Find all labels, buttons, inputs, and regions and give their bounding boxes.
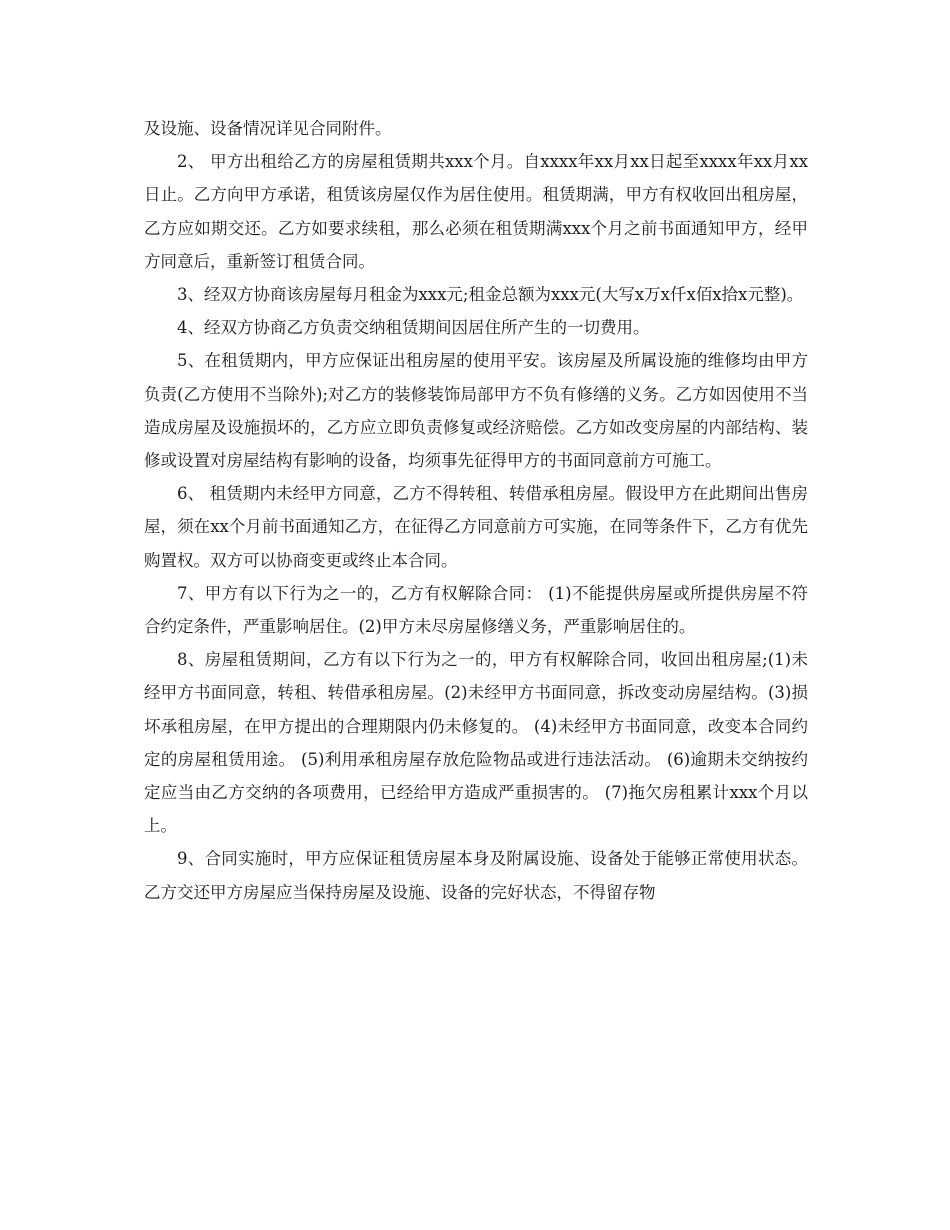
contract-body	[144, 112, 808, 909]
paragraph-clause-7: 7、甲方有以下行为之一的，乙方有权解除合同： (1)不能提供房屋或所提供房屋不符合约定条件，严重影响居住。(2)甲方未尽房屋修缮义务，严重影响居住的。	[144, 583, 808, 637]
paragraph-clause-8: 8、房屋租赁期间，乙方有以下行为之一的，甲方有权解除合同，收回出租房屋;(1)未经甲方书面同意，转租、转借承租房屋。(2)未经甲方书面同意，拆改变动房屋结构。(3)损坏承租房屋，在甲方提出的合理期限内仍未修复的。 (4)未经甲方书面同意，改变本合同约定的房屋租赁用途。 (5)利用承租房屋存放危险物品或进行违法活动。 (6)逾期未交纳按约定应当由乙方交纳的各项费用，已经给甲方造成严重损害的。 (7)拖欠房租累计xxx个月以上。	[144, 650, 809, 836]
paragraph-facilities-continued: 及设施、设备情况详见合同附件。	[144, 119, 392, 138]
paragraph-clause-5: 5、在租赁期内，甲方应保证出租房屋的使用平安。该房屋及所属设施的维修均由甲方负责(乙方使用不当除外);对乙方的装修装饰局部甲方不负有修缮的义务。乙方如因使用不当造成房屋及设施损坏的，乙方应立即负责修复或经济赔偿。乙方如改变房屋的内部结构、装修或设置对房屋结构有影响的设备，均须事先征得甲方的书面同意前方可施工。	[144, 351, 808, 471]
paragraph-clause-6: 6、 租赁期内未经甲方同意，乙方不得转租、转借承租房屋。假设甲方在此期间出售房屋，须在xx个月前书面通知乙方，在征得乙方同意前方可实施，在同等条件下，乙方有优先购置权。双方可以协商变更或终止本合同。	[144, 484, 808, 570]
paragraph-clause-2: 2、 甲方出租给乙方的房屋租赁期共xxx个月。自xxxx年xx月xx日起至xxxx年xx月xx日止。乙方向甲方承诺，租赁该房屋仅作为居住使用。租赁期满，甲方有权收回出租房屋，乙方应如期交还。乙方如要求续租，那么必须在租赁期满xxx个月之前书面通知甲方，经甲方同意后，重新签订租赁合同。	[144, 152, 808, 271]
paragraph-clause-9: 9、合同实施时，甲方应保证租赁房屋本身及附属设施、设备处于能够正常使用状态。乙方交还甲方房屋应当保持房屋及设施、设备的完好状态，不得留存物	[144, 849, 808, 902]
paragraph-clause-4: 4、经双方协商乙方负责交纳租赁期间因居住所产生的一切费用。	[177, 318, 650, 338]
paragraph-clause-3: 3、经双方协商该房屋每月租金为xxx元;租金总额为xxx元(大写x万x仟x佰x拾x元整)。	[177, 285, 804, 305]
